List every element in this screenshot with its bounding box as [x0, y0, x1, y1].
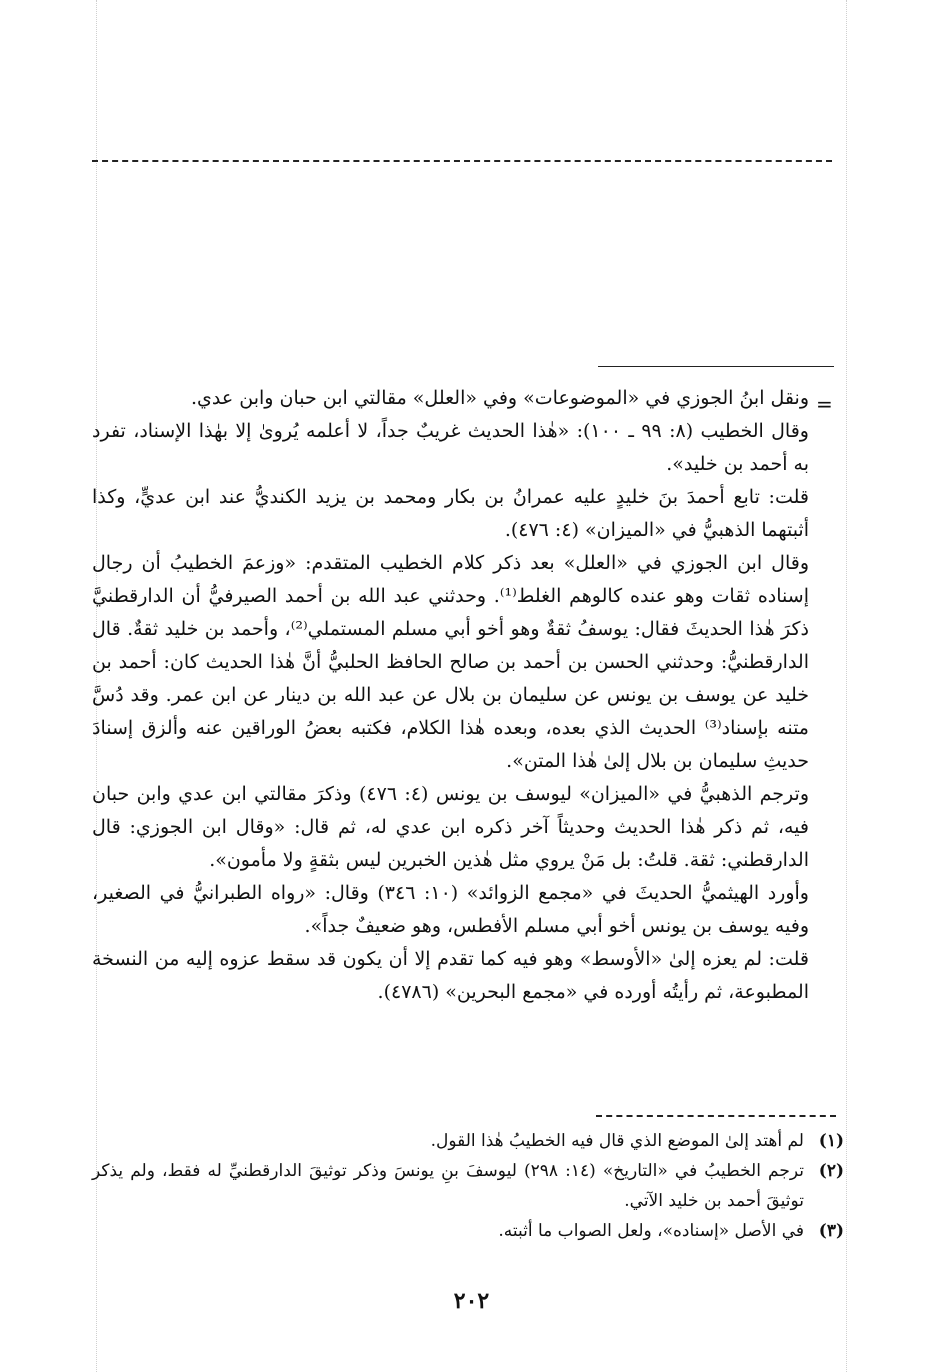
paragraph: وأورد الهيثميُّ الحديثَ في «مجمع الزوائد» (١٠: ٣٤٦) وقال: «رواه الطبرانيُّ في الصغير، وفيه يوسف بن يونس أخو أبي مسلم الأفطس، وهو ضعيفٌ جداً». — [92, 882, 809, 937]
continuation-mark: = — [816, 392, 833, 416]
footnote-number: (١) — [818, 1131, 844, 1151]
paragraph: وترجم الذهبيُّ في «الميزان» ليوسف بن يونس (٤: ٤٧٦) وذكرَ مقالتي ابن عدي وابن حبان فيه، ثم ذكر هٰذا الحديث وحديثاً آخر ذكره ابن عدي له، ثم قال: «وقال ابن الجوزي: قال الدارقطني: ثقة. قلتُ: بل مَنْ يروي مثل هٰذين الخبرين ليس بثقةٍ ولا مأمون». — [92, 783, 809, 871]
paragraph: قلت: تابع أحمدَ بنَ خليدٍ عليه عمرانُ بن بكار ومحمد بن يزيد الكنديُّ عند ابن عديٍّ، وكذا أثبتهما الذهبيُّ في «الميزان» (٤: ٤٧٦). — [92, 486, 809, 541]
top-dashed-rule — [92, 160, 832, 162]
paragraph: وقال ابن الجوزي في «العلل» بعد ذكر كلام الخطيب المتقدم: «وزعمَ الخطيبُ أن رجال إسناده ثقات وهو عنده كالوهم الغلط⁽¹⁾. وحدثني عبد الله بن أحمد الصيرفيُّ أن الدارقطنيَّ ذكرَ هٰذا الحديثَ فقال: يوسفُ ثقةٌ وهو أخو أبي مسلم المستملي⁽²⁾، وأحمد بن خليد ثقةٌ. قال الدارقطنيُّ: وحدثني الحسن بن أحمد بن صالح الحافظ الحلبيُّ أنَّ هٰذا الحديث كان: أحمد بن خليد عن يوسف بن يونس عن سليمان بن بلال عن عبد الله بن دينار عن ابن عمر. وقد دُسَّ متنه بإسناد⁽³⁾ الحديث الذي بعده، وبعده هٰذا الكلام، فكتبه بعضُ الوراقين عنه وألزق إسنادَ حديثِ سليمان بن بلال إلىٰ هٰذا المتن». — [92, 552, 810, 772]
page-number: ٢٠٢ — [453, 1288, 490, 1314]
footnote-text: لم أهتد إلىٰ الموضع الذي قال فيه الخطيبُ هٰذا القول. — [430, 1131, 804, 1151]
footnotes — [92, 1126, 844, 1246]
footnote — [92, 1216, 844, 1246]
main-text — [92, 382, 809, 1009]
footnote-separator-rule — [596, 1115, 836, 1117]
footnote-text: في الأصل «إسناده»، ولعل الصواب ما أثبته. — [498, 1221, 804, 1241]
scan-guide-line — [846, 0, 847, 1372]
footnote — [92, 1126, 844, 1156]
paragraph: وقال الخطيب (٨: ٩٩ ـ ١٠٠): «هٰذا الحديث غريبٌ جداً، لا أعلمه يُروىٰ إلا بهٰذا الإسناد، تفرد به أحمد بن خليد». — [92, 420, 809, 475]
paragraph: قلت: لم يعزه إلىٰ «الأوسط» وهو فيه كما تقدم إلا أن يكون قد سقط عزوه إليه من النسخة المطبوعة، ثم رأيتُه أورده في «مجمع البحرين» (٤٧٨٦). — [92, 948, 809, 1003]
section-separator-rule — [598, 366, 834, 367]
footnote-text: ترجم الخطيبُ في «التاريخ» (١٤: ٢٩٨) ليوسفَ بنِ يونسَ وذكر توثيقَ الدارقطنيِّ له فقط، ولم يذكر توثيقَ أحمد بن خليد الآتي. — [92, 1161, 804, 1211]
paragraph: ونقل ابنُ الجوزي في «الموضوعات» وفي «العلل» مقالتي ابن حبان وابن عدي. — [191, 387, 809, 409]
footnote-number: (٣) — [818, 1221, 844, 1241]
footnote — [92, 1156, 844, 1216]
footnote-number: (٢) — [818, 1161, 844, 1181]
